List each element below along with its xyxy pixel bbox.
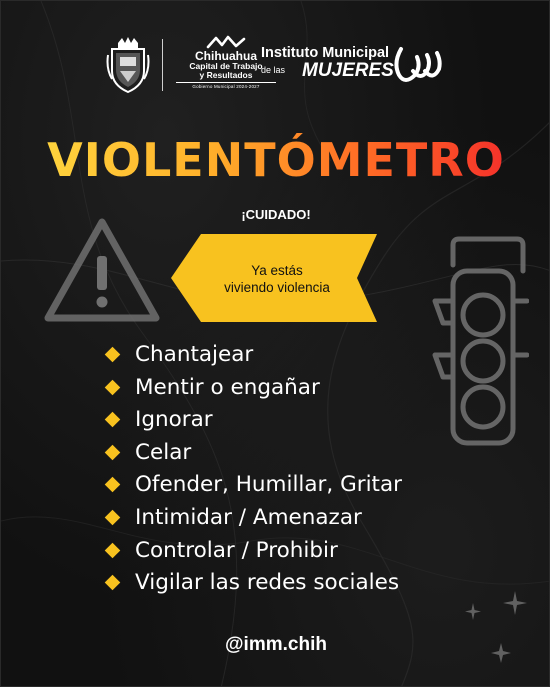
list-item-label: Chantajear <box>135 342 254 367</box>
list-item <box>105 470 402 503</box>
chihuahua-slogan-1: Capital de Trabajo <box>189 61 263 71</box>
callout-text <box>191 262 363 296</box>
chihuahua-admin: Gobierno Municipal 2024-2027 <box>176 82 276 90</box>
diamond-bullet-icon <box>105 575 121 591</box>
list-item <box>105 438 402 471</box>
traffic-light-icon <box>425 231 529 451</box>
chihuahua-wave-icon <box>206 35 246 49</box>
header-divider <box>162 39 163 91</box>
list-item-label: Mentir o engañar <box>135 374 320 400</box>
diamond-bullet-icon <box>105 347 121 363</box>
imm-logo-icon <box>391 41 443 91</box>
diamond-bullet-icon <box>105 477 121 493</box>
diamond-bullet-icon <box>105 379 121 395</box>
diamond-bullet-icon <box>105 510 121 526</box>
behavior-list <box>105 340 402 601</box>
diamond-bullet-icon <box>105 542 121 558</box>
imm-logo-text <box>261 45 401 95</box>
list-item <box>105 568 402 601</box>
list-item <box>105 405 402 438</box>
list-item <box>105 340 402 373</box>
list-item-label: Ofender, Humillar, Gritar <box>135 472 402 498</box>
warning-label: ¡CUIDADO! <box>241 207 311 222</box>
imm-name-line1: Instituto Municipal <box>261 45 390 61</box>
warning-triangle-icon <box>43 216 161 324</box>
list-item-label: Celar <box>135 439 192 465</box>
diamond-bullet-icon <box>105 412 121 428</box>
list-item <box>105 536 402 569</box>
imm-name-line3: MUJERES <box>302 60 394 81</box>
list-item <box>105 503 402 536</box>
list-item-label: Vigilar las redes sociales <box>135 570 400 596</box>
list-item-label: Controlar / Prohibir <box>135 537 338 563</box>
page-title: VIOLENTÓMETRO <box>47 133 505 187</box>
list-item-label: Intimidar / Amenazar <box>135 504 362 530</box>
municipal-crest-icon <box>106 35 150 95</box>
social-handle: @imm.chih <box>225 634 327 655</box>
diamond-bullet-icon <box>105 445 121 461</box>
list-item <box>105 373 402 406</box>
list-item-label: Ignorar <box>135 407 213 433</box>
callout-line-1: Ya estás <box>251 263 303 278</box>
chihuahua-slogan-2: y Resultados <box>199 70 253 80</box>
callout-line-2: viviendo violencia <box>224 280 330 295</box>
imm-name-line2: de las <box>261 65 286 75</box>
violence-callout <box>171 234 377 322</box>
chihuahua-name: Chihuahua <box>195 49 257 63</box>
